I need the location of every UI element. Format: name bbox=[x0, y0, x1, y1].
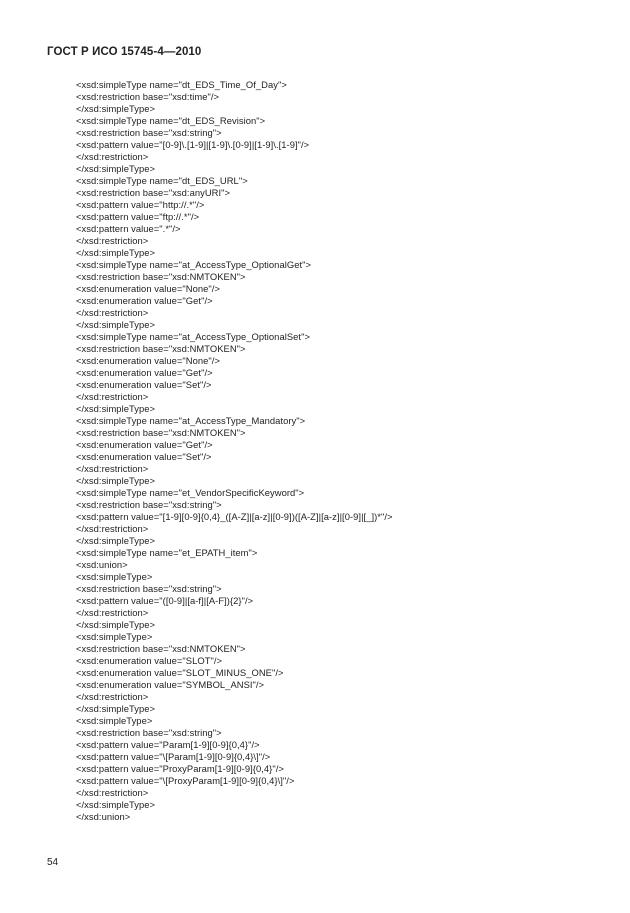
xsd-code-listing bbox=[76, 79, 393, 823]
code-line: <xsd:restriction base="xsd:string"> bbox=[76, 127, 222, 138]
code-line: <xsd:restriction base="xsd:string"> bbox=[76, 499, 222, 510]
code-line: </xsd:union> bbox=[76, 811, 131, 822]
code-line: <xsd:simpleType> bbox=[76, 715, 153, 726]
code-line: </xsd:simpleType> bbox=[76, 319, 156, 330]
code-line: </xsd:simpleType> bbox=[76, 163, 156, 174]
code-line: </xsd:simpleType> bbox=[76, 103, 156, 114]
code-line: </xsd:restriction> bbox=[76, 691, 149, 702]
code-line: <xsd:simpleType name="at_AccessType_OptionalSet"> bbox=[76, 331, 310, 342]
code-line: <xsd:restriction base="xsd:NMTOKEN"> bbox=[76, 271, 246, 282]
code-line: <xsd:restriction base="xsd:NMTOKEN"> bbox=[76, 343, 246, 354]
code-line: <xsd:enumeration value="Get"/> bbox=[76, 367, 213, 378]
page-number: 54 bbox=[47, 857, 59, 868]
code-line: <xsd:enumeration value="Get"/> bbox=[76, 295, 213, 306]
code-line: <xsd:enumeration value="None"/> bbox=[76, 283, 220, 294]
code-line: <xsd:pattern value="([0-9]|[a-f]|[A-F]){2}"/> bbox=[76, 595, 254, 606]
code-line: <xsd:union> bbox=[76, 559, 128, 570]
code-line: <xsd:pattern value=".*"/> bbox=[76, 223, 181, 234]
code-line: </xsd:restriction> bbox=[76, 523, 149, 534]
code-line: <xsd:restriction base="xsd:time"/> bbox=[76, 91, 220, 102]
code-line: <xsd:pattern value="Param[1-9][0-9]{0,4}"/> bbox=[76, 739, 260, 750]
code-line: <xsd:simpleType name="dt_EDS_Time_Of_Day"> bbox=[76, 79, 287, 90]
code-line: <xsd:enumeration value="SLOT_MINUS_ONE"/> bbox=[76, 667, 284, 678]
code-line: <xsd:enumeration value="Get"/> bbox=[76, 439, 213, 450]
code-line: <xsd:pattern value="[1-9][0-9]{0,4}_([A-Z]|[a-z]|[0-9])([A-Z]|[a-z]|[0-9]|[_])*"/> bbox=[76, 511, 393, 522]
code-line: <xsd:pattern value="[0-9]\.[1-9]|[1-9]\.[0-9]|[1-9]\.[1-9]"/> bbox=[76, 139, 310, 150]
code-line: <xsd:pattern value="\[ProxyParam[1-9][0-9]{0,4}\]"/> bbox=[76, 775, 295, 786]
code-line: </xsd:simpleType> bbox=[76, 619, 156, 630]
code-line: </xsd:simpleType> bbox=[76, 403, 156, 414]
code-line: <xsd:restriction base="xsd:anyURI"> bbox=[76, 187, 231, 198]
code-line: <xsd:pattern value="http://.*"/> bbox=[76, 199, 205, 210]
code-line: <xsd:restriction base="xsd:string"> bbox=[76, 583, 222, 594]
code-line: <xsd:enumeration value="SLOT"/> bbox=[76, 655, 223, 666]
code-line: </xsd:simpleType> bbox=[76, 799, 156, 810]
code-line: <xsd:simpleType name="dt_EDS_URL"> bbox=[76, 175, 248, 186]
code-line: <xsd:enumeration value="None"/> bbox=[76, 355, 220, 366]
code-line: </xsd:restriction> bbox=[76, 151, 149, 162]
code-line: </xsd:restriction> bbox=[76, 607, 149, 618]
code-line: </xsd:restriction> bbox=[76, 307, 149, 318]
code-line: <xsd:simpleType name="at_AccessType_Mandatory"> bbox=[76, 415, 306, 426]
code-line: </xsd:restriction> bbox=[76, 463, 149, 474]
code-line: <xsd:restriction base="xsd:NMTOKEN"> bbox=[76, 643, 246, 654]
code-line: </xsd:restriction> bbox=[76, 391, 149, 402]
code-line: </xsd:simpleType> bbox=[76, 475, 156, 486]
code-line: </xsd:simpleType> bbox=[76, 535, 156, 546]
code-line: <xsd:pattern value="ProxyParam[1-9][0-9]{0,4}"/> bbox=[76, 763, 284, 774]
code-line: </xsd:restriction> bbox=[76, 787, 149, 798]
code-line: </xsd:simpleType> bbox=[76, 247, 156, 258]
code-line: <xsd:simpleType> bbox=[76, 571, 153, 582]
code-line: <xsd:simpleType name="et_VendorSpecificKeyword"> bbox=[76, 487, 305, 498]
code-line: <xsd:simpleType name="dt_EDS_Revision"> bbox=[76, 115, 266, 126]
code-line: <xsd:enumeration value="Set"/> bbox=[76, 451, 212, 462]
code-line: <xsd:simpleType name="et_EPATH_item"> bbox=[76, 547, 258, 558]
code-line: <xsd:restriction base="xsd:string"> bbox=[76, 727, 222, 738]
code-line: </xsd:restriction> bbox=[76, 235, 149, 246]
code-line: <xsd:pattern value="ftp://.*"/> bbox=[76, 211, 200, 222]
code-line: </xsd:simpleType> bbox=[76, 703, 156, 714]
code-line: <xsd:pattern value="\[Param[1-9][0-9]{0,4}\]"/> bbox=[76, 751, 271, 762]
code-line: <xsd:simpleType> bbox=[76, 631, 153, 642]
code-line: <xsd:simpleType name="at_AccessType_OptionalGet"> bbox=[76, 259, 312, 270]
code-line: <xsd:restriction base="xsd:NMTOKEN"> bbox=[76, 427, 246, 438]
code-line: <xsd:enumeration value="Set"/> bbox=[76, 379, 212, 390]
code-line: <xsd:enumeration value="SYMBOL_ANSI"/> bbox=[76, 679, 265, 690]
document-header: ГОСТ Р ИСО 15745-4—2010 bbox=[47, 46, 202, 58]
